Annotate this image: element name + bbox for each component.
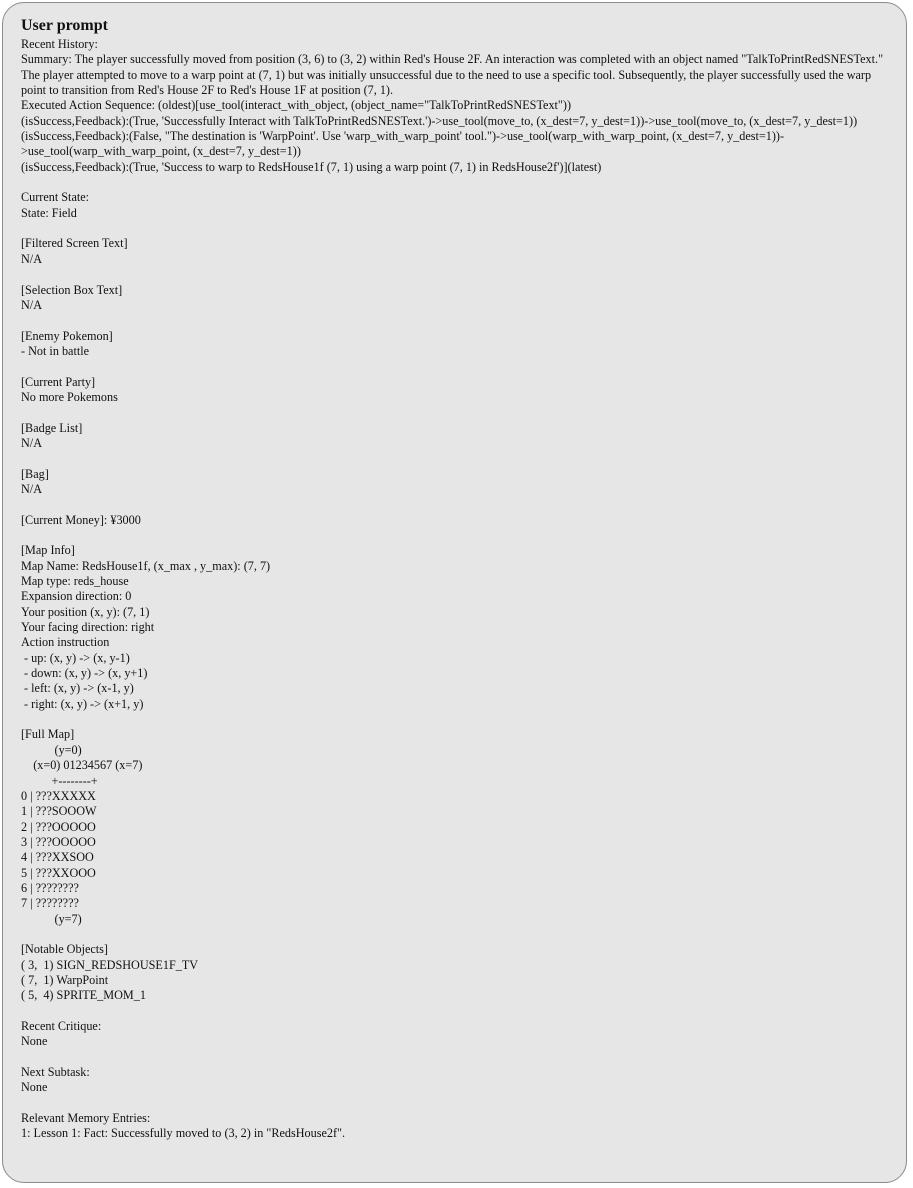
bag-section: [Bag] N/A (21, 466, 49, 496)
prompt-body (21, 37, 888, 1142)
recent-critique-section: Recent Critique: None (21, 1019, 102, 1049)
map-info-section: [Map Info] Map Name: RedsHouse1f, (x_max , y_max): (7, 7) Map type: reds_house Expansion direction: 0 Your position (x, y): (7, 1) Your facing direction: right Action instruction - up: (x, y) -> (x, y-1) - down: (x, y) -> (x, y+1) - left: (x, y) -> (x-1, y) - right: (x, y) -> (x+1, y) (21, 543, 271, 711)
badge-list-section: [Badge List] N/A (21, 420, 83, 450)
selection-box-text-section: [Selection Box Text] N/A (21, 282, 123, 312)
next-subtask-section: Next Subtask: None (21, 1065, 90, 1095)
recent-history-section: Recent History: Summary: The player successfully moved from position (3, 6) to (3, 2) within Red's House 2F. An interaction was completed with an object named "TalkToPrintRedSNESText." The player attempted to move to a warp point at (7, 1) but was initially unsuccessful due to the need to use a specific tool. Subsequently, the player successfully used the warp point to transition from Red's House 2F to Red's House 1F at position (7, 1). Executed Action Sequence: (oldest)[use_tool(interact_with_object, (object_name="TalkToPrintRedSNESText")) (isSuccess,Feedback):(True, 'Successfully Interact with TalkToPrintRedSNESText.')->use_tool(move_to, (x_dest=7, y_dest=1))->use_tool(move_to, (x_dest=7, y_dest=1)) (isSuccess,Feedback):(False, "The destination is 'WarpPoint'. Use 'warp_with_warp_point' tool.")->use_tool(warp_with_warp_point, (x_dest=7, y_dest=1))->use_tool(warp_with_warp_point, (x_dest=7, y_dest=1)) (isSuccess,Feedback):(True, 'Success to warp to RedsHouse1f (7, 1) using a warp point (7, 1) in RedsHouse2f')](latest) (21, 37, 884, 174)
prompt-title: User prompt (21, 17, 108, 34)
current-money-section: [Current Money]: ¥3000 (21, 512, 141, 527)
prompt-card (2, 2, 907, 1183)
current-party-section: [Current Party] No more Pokemons (21, 374, 118, 404)
notable-objects-section: [Notable Objects] ( 3, 1) SIGN_REDSHOUSE1F_TV ( 7, 1) WarpPoint ( 5, 4) SPRITE_MOM_1 (21, 942, 199, 1003)
filtered-screen-text-section: [Filtered Screen Text] N/A (21, 236, 128, 266)
current-state-section: Current State: State: Field (21, 190, 90, 220)
enemy-pokemon-section: [Enemy Pokemon] - Not in battle (21, 328, 113, 358)
full-map-section: [Full Map] (y=0) (x=0) 01234567 (x=7) +--------+ 0 | ???XXXXX 1 | ???SOOOW 2 | ???OOOOO 3 | ???OOOOO 4 | ???XXSOO 5 | ???XXOOO 6 | ???????? 7 | ???????? (y=7) (21, 727, 143, 926)
memory-entries-section: Relevant Memory Entries: 1: Lesson 1: Fact: Successfully moved to (3, 2) in "RedsHouse2f". (21, 1111, 346, 1141)
